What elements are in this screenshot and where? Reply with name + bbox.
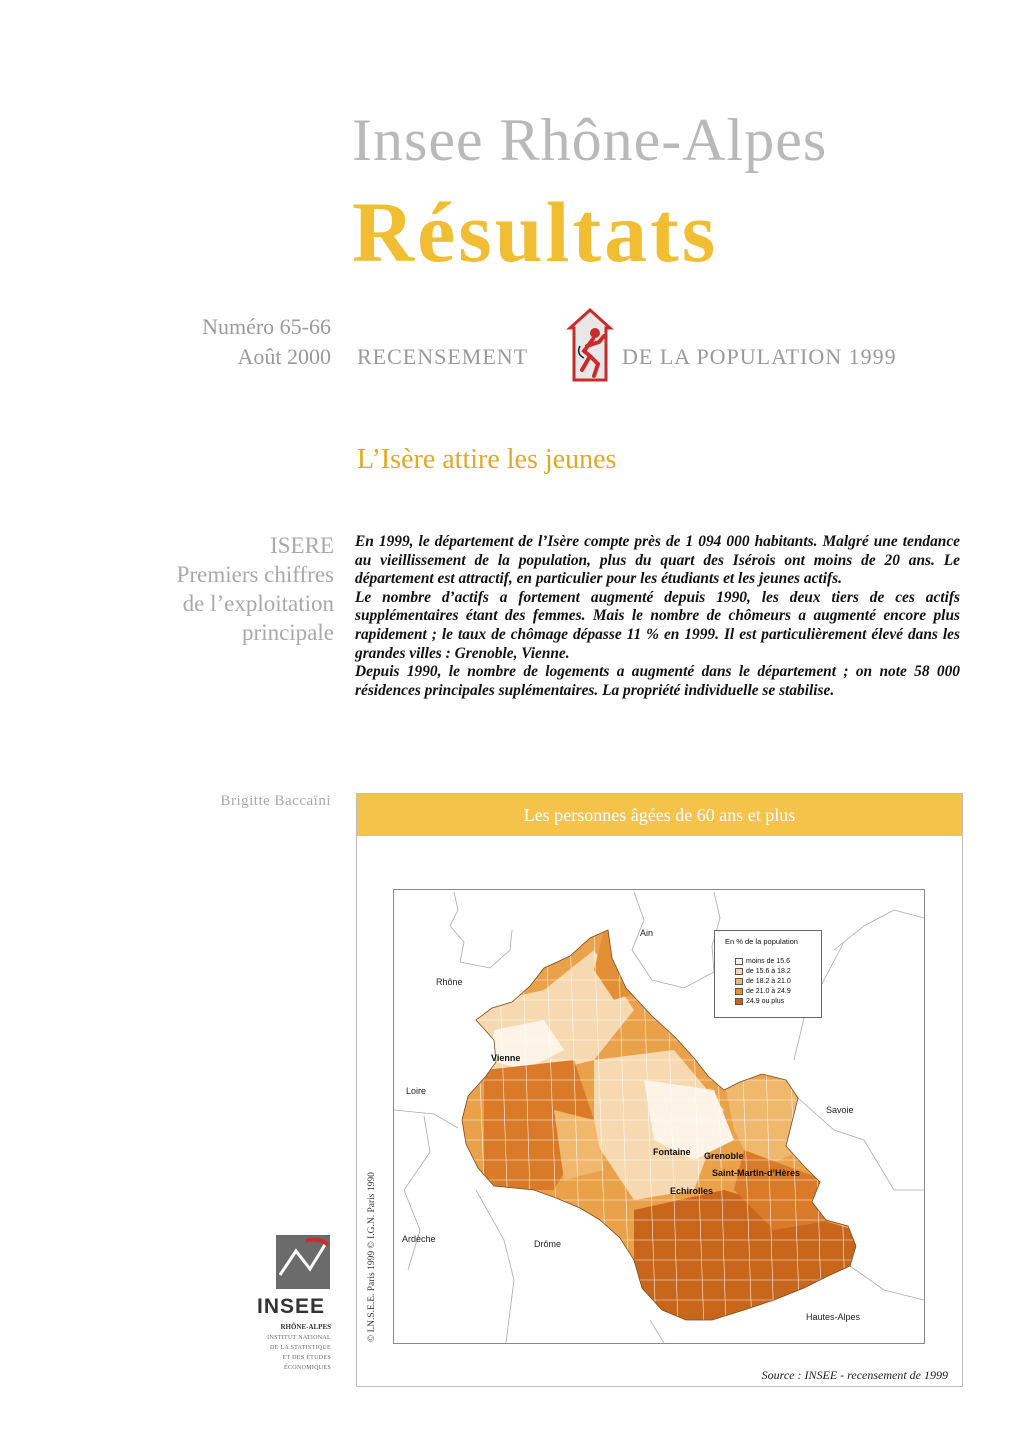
- insee-logo-tagline: ET DES ÉTUDES: [282, 1355, 331, 1361]
- legend-swatch: [735, 988, 743, 995]
- city-label-vienne: Vienne: [491, 1053, 521, 1063]
- insee-logo: [248, 1235, 334, 1385]
- legend-label: de 21.0 à 24.9: [746, 988, 791, 995]
- headline: L’Isère attire les jeunes: [357, 444, 617, 475]
- brand-title: Insee Rhône-Alpes: [352, 107, 828, 173]
- legend-label: moins de 15.6: [746, 958, 790, 965]
- map-copyright: © I.N.S.E.E. Paris 1999 © I.G.N. Paris 1990: [367, 1172, 377, 1342]
- sidebar-subtitle-1: Premiers chiffres: [176, 562, 334, 587]
- census-label-right: DE LA POPULATION 1999: [622, 344, 897, 369]
- legend-item: [735, 977, 791, 986]
- summary-paragraph: En 1999, le département de l’Isère compte près de 1 094 000 habitants. Malgré une tendance au vieillissement de la population, plus du quart des Isérois ont moins de 20 ans. Le département est attractif, en particulier pour les étudiants et les jeunes actifs.: [355, 533, 960, 588]
- region-label-savoie: Savoie: [826, 1105, 854, 1115]
- summary-paragraph: Depuis 1990, le nombre de logements a augmenté dans le département ; on note 58 000 résidences principales suplémentaires. La propriété individuelle se stabilise.: [355, 663, 960, 699]
- border-rhone: [450, 892, 512, 968]
- city-label-saint-martin: Saint-Martin-d’Hères: [712, 1168, 801, 1178]
- region-label-drome: Drôme: [534, 1239, 562, 1249]
- region-label-ain: Ain: [640, 928, 654, 938]
- legend-item: [735, 967, 791, 976]
- insee-logo-region: RHÔNE-ALPES: [280, 1323, 331, 1331]
- border-loire: [394, 1110, 458, 1270]
- legend-swatch: [735, 998, 743, 1005]
- sidebar-subtitle-2: de l’exploitation: [182, 591, 334, 616]
- region-label-ardeche: Ardèche: [402, 1234, 436, 1244]
- summary-paragraph: Le nombre d’actifs a fortement augmenté depuis 1990, les deux tiers de ces actifs supplémentaires étant des femmes. Mais le nombre de chômeurs a augmenté encore plus rapidement ; le taux de chômage dépasse 11 % en 1999. Il est particulièrement élevé dans les grandes villes : Grenoble, Vienne.: [355, 588, 960, 662]
- map-legend: [714, 930, 822, 1018]
- legend-label: de 18.2 à 21.0: [746, 978, 791, 985]
- summary: [355, 533, 960, 700]
- legend-swatch: [735, 958, 743, 965]
- legend-label: de 15.6 à 18.2: [746, 968, 791, 975]
- choropleth-map: [393, 889, 925, 1344]
- legend-item: [735, 987, 791, 996]
- issue-date: Août 2000: [237, 344, 331, 369]
- insee-logo-name: INSEE: [256, 1295, 326, 1318]
- legend-item: [735, 957, 790, 966]
- insee-logo-tagline: DE LA STATISTIQUE: [270, 1345, 331, 1351]
- isere-choropleth: [394, 890, 924, 1343]
- insee-logo-tagline: INSTITUT NATIONAL: [267, 1335, 331, 1341]
- legend-swatch: [735, 978, 743, 985]
- map-figure: [356, 793, 963, 1387]
- region-label-hautes-alpes: Hautes-Alpes: [806, 1312, 861, 1322]
- issue-number: Numéro 65-66: [202, 314, 331, 339]
- border-ain: [632, 892, 720, 988]
- census-runner-icon: [566, 306, 614, 392]
- city-label-grenoble: Grenoble: [704, 1151, 744, 1161]
- city-label-fontaine: Fontaine: [653, 1147, 691, 1157]
- figure-title: Les personnes âgées de 60 ans et plus: [523, 804, 796, 825]
- author: Brigitte Baccaïni: [220, 793, 331, 809]
- series-title: Résultats: [352, 184, 719, 280]
- city-label-echirolles: Echirolles: [670, 1186, 714, 1196]
- region-label-rhone: Rhône: [436, 977, 463, 987]
- census-label-left: RECENSEMENT: [357, 344, 529, 369]
- legend-title: En % de la population: [725, 937, 798, 946]
- legend-label: 24.9 ou plus: [746, 998, 785, 1005]
- insee-logo-tagline: ÉCONOMIQUES: [284, 1365, 331, 1371]
- sidebar-department: ISERE: [270, 533, 334, 558]
- insee-logo-mark: [276, 1235, 330, 1289]
- border-ardeche: [476, 1190, 514, 1343]
- legend-item: [735, 997, 784, 1006]
- figure-title-bar: [357, 794, 962, 836]
- legend-swatch: [735, 968, 743, 975]
- sidebar-subtitle-3: principale: [242, 620, 334, 645]
- figure-source: Source : INSEE - recensement de 1999: [761, 1368, 948, 1382]
- map-svg: [394, 890, 924, 1343]
- region-label-loire: Loire: [406, 1086, 427, 1096]
